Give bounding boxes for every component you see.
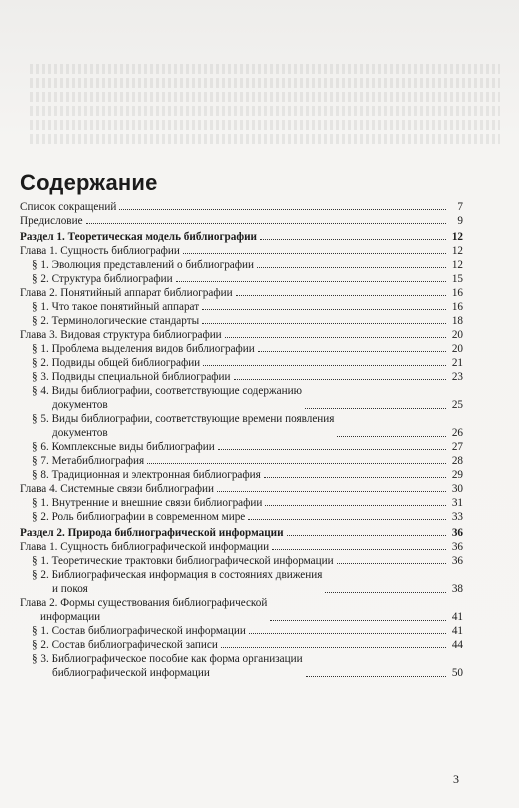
dot-leader	[249, 633, 446, 634]
dot-leader	[325, 592, 446, 593]
dot-leader	[218, 449, 446, 450]
page-number: 3	[453, 772, 459, 786]
toc-page-number: 9	[457, 215, 463, 227]
toc-page-number: 12	[451, 231, 463, 243]
toc-entry-title: Глава 1. Сущность библиографической информации	[20, 541, 270, 553]
toc-page-number: 36	[451, 541, 463, 553]
toc-entry-title-line: § 3. Библиографическое пособие как форма организации	[32, 653, 303, 665]
toc-entry	[20, 314, 463, 328]
toc-entry-title: § 2. Терминологические стандарты	[32, 315, 200, 327]
toc-page-number: 20	[451, 343, 463, 355]
toc-entry	[20, 356, 463, 370]
toc-entry-title	[32, 568, 322, 596]
dot-leader	[272, 549, 446, 550]
dot-leader	[264, 477, 446, 478]
toc-entry-title: § 1. Что такое понятийный аппарат	[32, 301, 200, 313]
dot-leader	[202, 309, 446, 310]
dot-leader	[337, 436, 446, 437]
toc-page-number: 7	[457, 201, 463, 213]
toc-entry-title: Раздел 2. Природа библиографической информации	[20, 527, 284, 539]
toc-entry-title: Глава 1. Сущность библиографии	[20, 245, 180, 257]
toc-entry-title: Глава 4. Системные связи библиографии	[20, 483, 214, 495]
toc-page-number: 12	[451, 245, 463, 257]
toc-entry	[20, 496, 463, 510]
toc-entry-title	[32, 384, 302, 412]
toc-entry-title: § 1. Теоретические трактовки библиографической информации	[32, 555, 334, 567]
toc-entry	[20, 272, 463, 286]
toc-entry-title: Предисловие	[20, 215, 83, 227]
toc-entry	[20, 342, 463, 356]
toc-entry	[20, 468, 463, 482]
bleed-through-text	[30, 60, 500, 170]
toc-page-number: 33	[451, 511, 463, 523]
toc-entry	[20, 384, 463, 412]
toc-entry	[20, 412, 463, 440]
toc-entry-title: Список сокращений	[20, 201, 117, 213]
dot-leader	[176, 281, 446, 282]
toc-entry-title-line: § 4. Виды библиографии, соответствующие содержанию	[32, 385, 302, 397]
toc-entry	[20, 568, 463, 596]
toc-page-number: 44	[451, 639, 463, 651]
toc-entry	[20, 554, 463, 568]
toc-page-number: 21	[451, 357, 463, 369]
toc-entry	[20, 652, 463, 680]
dot-leader	[260, 239, 446, 240]
toc-page-number: 41	[451, 611, 463, 623]
dot-leader	[217, 491, 446, 492]
toc-entry	[20, 454, 463, 468]
toc-entry	[20, 638, 463, 652]
toc-entry-title: Глава 3. Видовая структура библиографии	[20, 329, 222, 341]
toc-page-number: 12	[451, 259, 463, 271]
toc-entry	[20, 300, 463, 314]
toc-entry	[20, 328, 463, 342]
dot-leader	[221, 647, 446, 648]
toc-page-number: 20	[451, 329, 463, 341]
dot-leader	[306, 676, 446, 677]
dot-leader	[225, 337, 446, 338]
toc-page-number: 41	[451, 625, 463, 637]
toc-entry	[20, 230, 463, 244]
toc-entry	[20, 200, 463, 214]
dot-leader	[287, 535, 446, 536]
toc-page-number: 36	[451, 527, 463, 539]
toc-entry	[20, 286, 463, 300]
toc-entry-title: Глава 2. Понятийный аппарат библиографии	[20, 287, 233, 299]
toc-entry	[20, 510, 463, 524]
toc-page-number: 23	[451, 371, 463, 383]
toc-entry-title: § 2. Роль библиографии в современном мире	[32, 511, 246, 523]
dot-leader	[257, 267, 446, 268]
toc-entry	[20, 440, 463, 454]
toc-page-number: 28	[451, 455, 463, 467]
toc-entry-title-continuation: библиографической информации	[52, 667, 210, 679]
dot-leader	[265, 505, 446, 506]
toc-entry-title: § 7. Метабиблиография	[32, 455, 145, 467]
toc-entry-title: § 1. Проблема выделения видов библиографии	[32, 343, 255, 355]
toc-page-number: 31	[451, 497, 463, 509]
toc-entry-title: § 6. Комплексные виды библиографии	[32, 441, 215, 453]
toc-entry-title-continuation: документов	[52, 399, 108, 411]
toc-entry-title-continuation: информации	[40, 611, 101, 623]
page-title: Содержание	[20, 170, 158, 195]
toc-entry-title-line: § 2. Библиографическая информация в состояниях движения	[32, 569, 323, 581]
toc-page-number: 30	[451, 483, 463, 495]
toc-page-number: 50	[451, 667, 463, 679]
dot-leader	[202, 323, 446, 324]
toc-entry-title: § 8. Традиционная и электронная библиография	[32, 469, 261, 481]
toc-page-number: 26	[451, 427, 463, 439]
toc-entry-title: Раздел 1. Теоретическая модель библиографии	[20, 231, 257, 243]
toc-page-number: 16	[451, 301, 463, 313]
toc-entry-title: § 3. Подвиды специальной библиографии	[32, 371, 231, 383]
dot-leader	[203, 365, 446, 366]
toc-page-number: 38	[451, 583, 463, 595]
toc-page-number: 36	[451, 555, 463, 567]
toc-entry-title: § 2. Подвиды общей библиографии	[32, 357, 201, 369]
toc-entry-title-line: § 5. Виды библиографии, соответствующие времени появления	[32, 413, 335, 425]
dot-leader	[147, 463, 446, 464]
dot-leader	[337, 563, 446, 564]
toc-entry-title-continuation: и покоя	[52, 583, 88, 595]
toc-entry	[20, 370, 463, 384]
toc-entry-title: § 1. Внутренние и внешние связи библиографии	[32, 497, 263, 509]
toc-entry-title: § 1. Состав библиографической информации	[32, 625, 246, 637]
toc-entry	[20, 482, 463, 496]
toc-entry	[20, 526, 463, 540]
toc-entry-title	[20, 596, 267, 624]
table-of-contents	[20, 200, 463, 680]
toc-page-number: 15	[451, 273, 463, 285]
toc-page-number: 25	[451, 399, 463, 411]
toc-entry	[20, 214, 463, 228]
dot-leader	[270, 620, 446, 621]
toc-entry-title: § 2. Структура библиографии	[32, 273, 173, 285]
toc-page-number: 16	[451, 287, 463, 299]
toc-page-number: 27	[451, 441, 463, 453]
toc-entry	[20, 244, 463, 258]
dot-leader	[234, 379, 446, 380]
dot-leader	[236, 295, 446, 296]
dot-leader	[248, 519, 446, 520]
toc-entry-title-line: Глава 2. Формы существования библиографической	[20, 597, 268, 609]
toc-entry	[20, 258, 463, 272]
toc-entry	[20, 540, 463, 554]
toc-entry-title: § 2. Состав библиографической записи	[32, 639, 218, 651]
toc-entry-title-continuation: документов	[52, 427, 108, 439]
toc-entry-title	[32, 412, 334, 440]
dot-leader	[305, 408, 446, 409]
dot-leader	[258, 351, 446, 352]
toc-page-number: 29	[451, 469, 463, 481]
dot-leader	[86, 223, 446, 224]
toc-entry-title	[32, 652, 303, 680]
toc-page-number: 18	[451, 315, 463, 327]
dot-leader	[119, 209, 446, 210]
dot-leader	[183, 253, 446, 254]
toc-entry-title: § 1. Эволюция представлений о библиографии	[32, 259, 254, 271]
toc-entry	[20, 624, 463, 638]
toc-entry	[20, 596, 463, 624]
